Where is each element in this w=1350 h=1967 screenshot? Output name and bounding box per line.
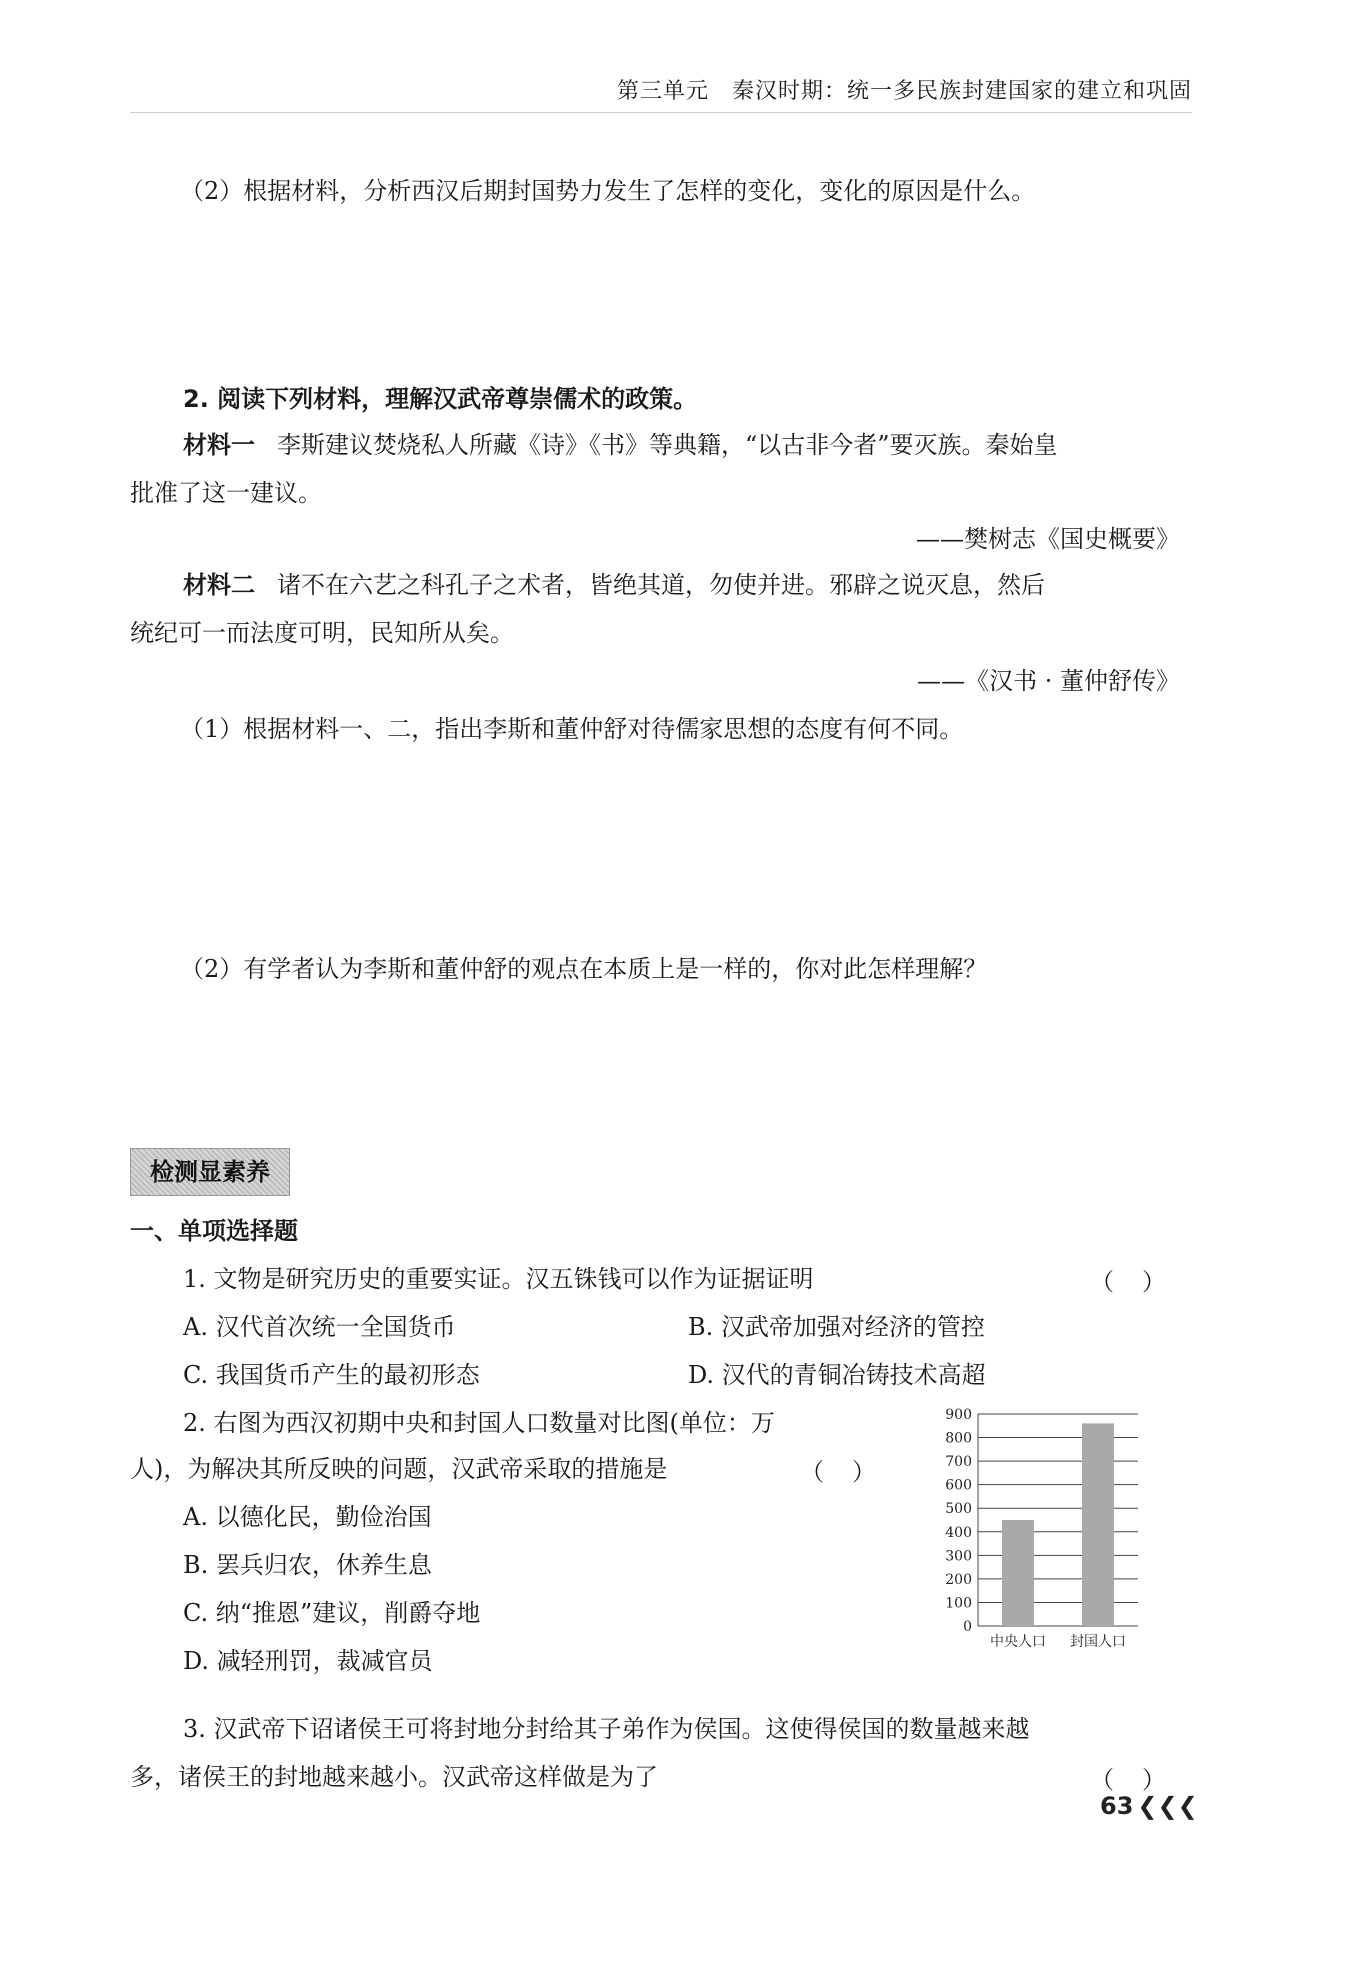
mc2-stem-line-2: 人)，为解决其所反映的问题，汉武帝采取的措施是	[130, 1455, 668, 1483]
mc1-option-b: B. 汉武帝加强对经济的管控	[688, 1313, 985, 1341]
q2-title: 2. 阅读下列材料，理解汉武帝尊崇儒术的政策。	[183, 385, 698, 413]
material-2-source: ——《汉书 · 董仲舒传》	[917, 667, 1180, 695]
material-1-line-2: 批准了这一建议。	[130, 479, 322, 507]
q2-subquestion-2: （2）有学者认为李斯和董仲舒的观点在本质上是一样的，你对此怎样理解？	[180, 955, 988, 983]
chevron-left-icon: ❮❮❮	[1137, 1792, 1198, 1820]
page-number	[1100, 1792, 1198, 1820]
mc2-option-d: D. 减轻刑罚，裁减官员	[183, 1647, 433, 1675]
mc1-option-d: D. 汉代的青铜冶铸技术高超	[688, 1361, 986, 1389]
material-2-line-2: 统纪可一而法度可明，民知所从矣。	[130, 619, 514, 647]
mc3-stem-line-1: 3. 汉武帝下诏诸侯王可将封地分封给其子弟作为侯国。这使得侯国的数量越来越	[183, 1715, 1030, 1743]
material-1-line-1	[183, 428, 1058, 462]
unit-title: 第三单元 秦汉时期：统一多民族封建国家的建立和巩固	[616, 79, 1192, 104]
y-tick-label: 400	[945, 1524, 972, 1541]
y-tick-label: 0	[963, 1619, 972, 1635]
y-tick-label: 600	[945, 1477, 972, 1494]
bar-1	[1002, 1520, 1034, 1626]
q1-subquestion-2: （2）根据材料，分析西汉后期封国势力发生了怎样的变化，变化的原因是什么。	[180, 177, 1036, 205]
material-2-line-1	[183, 568, 1045, 602]
population-bar-chart	[920, 1400, 1160, 1670]
q2-subquestion-1: （1）根据材料一、二，指出李斯和董仲舒对待儒家思想的态度有何不同。	[180, 715, 964, 743]
mc2-answer-paren: （）	[800, 1458, 904, 1486]
mc1-answer-paren: （）	[1090, 1268, 1194, 1296]
mc2-option-a: A. 以德化民，勤俭治国	[183, 1503, 432, 1531]
section-banner: 检测显素养	[130, 1148, 290, 1196]
bar-2	[1082, 1423, 1114, 1626]
mc2-stem-line-1: 2. 右图为西汉初期中央和封国人口数量对比图(单位：万	[183, 1409, 775, 1437]
y-tick-label: 800	[945, 1430, 972, 1447]
page-number-text: 63	[1100, 1792, 1134, 1820]
y-tick-label: 100	[945, 1595, 972, 1612]
y-tick-label: 200	[945, 1571, 972, 1588]
material-1-label: 材料一	[183, 431, 255, 459]
header-divider	[130, 112, 1192, 113]
x-category-label: 封国人口	[1070, 1634, 1126, 1650]
mc3-answer-paren: （）	[1090, 1766, 1194, 1794]
section-heading: 一、单项选择题	[130, 1217, 298, 1245]
y-tick-label: 700	[945, 1454, 972, 1471]
y-tick-label: 500	[945, 1501, 972, 1518]
material-1-source: ——樊树志《国史概要》	[916, 525, 1180, 553]
mc3-stem-line-2: 多，诸侯王的封地越来越小。汉武帝这样做是为了	[130, 1763, 658, 1791]
mc2-option-b: B. 罢兵归农，休养生息	[183, 1551, 432, 1579]
mc1-option-a: A. 汉代首次统一全国货币	[183, 1313, 456, 1341]
material-1-text: 李斯建议焚烧私人所藏《诗》《书》等典籍，“以古非今者”要灭族。秦始皇	[277, 431, 1058, 459]
x-category-label: 中央人口	[990, 1634, 1046, 1650]
material-2-text: 诸不在六艺之科孔子之术者，皆绝其道，勿使并进。邪辟之说灭息，然后	[277, 571, 1045, 599]
y-tick-label: 300	[945, 1548, 972, 1565]
mc1-option-c: C. 我国货币产生的最初形态	[183, 1361, 480, 1389]
mc2-option-c: C. 纳“推恩”建议，削爵夺地	[183, 1599, 481, 1627]
y-tick-label: 900	[945, 1407, 972, 1423]
mc1-stem: 1. 文物是研究历史的重要实证。汉五铢钱可以作为证据证明	[183, 1265, 814, 1293]
material-2-label: 材料二	[183, 571, 255, 599]
